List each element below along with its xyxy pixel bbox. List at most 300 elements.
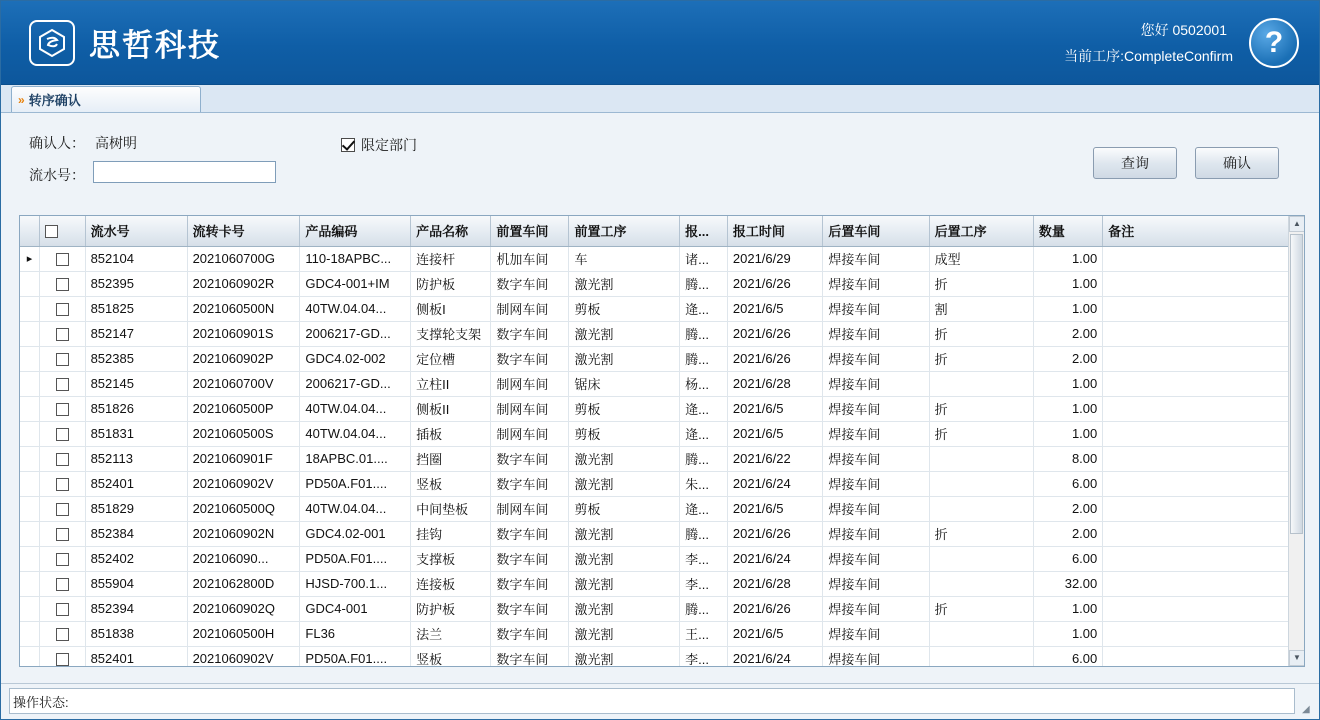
cell-reporter: 李... — [680, 646, 728, 667]
cell-product-name: 连接板 — [411, 571, 491, 596]
cell-remark — [1103, 521, 1290, 546]
cell-pre-workshop: 数字车间 — [491, 571, 569, 596]
cell-pre-workshop: 机加车间 — [491, 246, 569, 271]
status-label: 操作状态: — [13, 695, 69, 710]
row-indicator — [20, 446, 40, 471]
cell-report-time: 2021/6/22 — [727, 446, 822, 471]
cell-remark — [1103, 621, 1290, 646]
cell-product-code: 110-18APBC... — [300, 246, 411, 271]
header-post-workshop[interactable]: 后置车间 — [823, 216, 929, 246]
tab-label: 转序确认 — [28, 93, 81, 108]
cell-pre-process: 激光割 — [569, 646, 680, 667]
cell-serial: 852145 — [85, 371, 187, 396]
cell-pre-workshop: 数字车间 — [491, 546, 569, 571]
cell-post-workshop: 焊接车间 — [823, 496, 929, 521]
cell-post-workshop: 焊接车间 — [823, 421, 929, 446]
table-row[interactable] — [20, 296, 1290, 321]
cell-product-code: GDC4.02-001 — [300, 521, 411, 546]
cell-serial: 851838 — [85, 621, 187, 646]
row-checkbox-icon[interactable] — [56, 653, 69, 666]
row-select-cell[interactable] — [40, 321, 86, 346]
cell-serial: 852394 — [85, 596, 187, 621]
row-indicator: ▸ — [20, 246, 40, 271]
cell-report-time: 2021/6/29 — [727, 246, 822, 271]
table-row[interactable] — [20, 596, 1290, 621]
row-select-cell[interactable] — [40, 496, 86, 521]
cell-product-name: 立柱II — [411, 371, 491, 396]
cell-report-time: 2021/6/26 — [727, 321, 822, 346]
cell-pre-process: 锯床 — [569, 371, 680, 396]
cell-post-process: 折 — [929, 521, 1033, 546]
cell-product-code: 40TW.04.04... — [300, 296, 411, 321]
cell-remark — [1103, 571, 1290, 596]
cell-report-time: 2021/6/5 — [727, 396, 822, 421]
cell-serial: 852401 — [85, 471, 187, 496]
cell-reporter: 朱... — [680, 471, 728, 496]
cell-post-process: 折 — [929, 596, 1033, 621]
row-checkbox-icon[interactable] — [56, 278, 69, 291]
cell-flowcard: 2021060902R — [187, 271, 300, 296]
cell-post-process — [929, 471, 1033, 496]
cell-flowcard: 2021060902V — [187, 471, 300, 496]
limit-department-label: 限定部门 — [361, 137, 417, 153]
cell-serial: 851831 — [85, 421, 187, 446]
cell-post-workshop: 焊接车间 — [823, 346, 929, 371]
cell-quantity: 2.00 — [1033, 346, 1102, 371]
cell-flowcard: 2021060500S — [187, 421, 300, 446]
cell-product-name: 防护板 — [411, 596, 491, 621]
scroll-down-icon[interactable]: ▼ — [1289, 650, 1305, 666]
cell-post-workshop: 焊接车间 — [823, 446, 929, 471]
row-indicator — [20, 321, 40, 346]
row-indicator — [20, 396, 40, 421]
cell-product-name: 连接杆 — [411, 246, 491, 271]
cell-pre-process: 剪板 — [569, 396, 680, 421]
cell-reporter: 杨... — [680, 371, 728, 396]
cell-quantity: 1.00 — [1033, 596, 1102, 621]
cell-product-code: GDC4-001+IM — [300, 271, 411, 296]
row-indicator — [20, 371, 40, 396]
cell-quantity: 6.00 — [1033, 546, 1102, 571]
cell-pre-workshop: 制网车间 — [491, 396, 569, 421]
checkbox-box-icon — [341, 138, 355, 152]
limit-department-checkbox[interactable] — [341, 135, 417, 155]
status-bar — [1, 683, 1319, 719]
header-product-code[interactable]: 产品编码 — [300, 216, 411, 246]
cell-quantity: 1.00 — [1033, 621, 1102, 646]
data-grid-table — [20, 216, 1290, 667]
cell-pre-workshop: 制网车间 — [491, 496, 569, 521]
cell-quantity: 1.00 — [1033, 396, 1102, 421]
cell-pre-process: 激光割 — [569, 321, 680, 346]
row-select-cell[interactable] — [40, 596, 86, 621]
header-remark[interactable]: 备注 — [1103, 216, 1290, 246]
row-indicator — [20, 571, 40, 596]
cell-report-time: 2021/6/26 — [727, 521, 822, 546]
header-indicator — [20, 216, 40, 246]
cell-report-time: 2021/6/28 — [727, 571, 822, 596]
row-select-cell[interactable] — [40, 346, 86, 371]
row-checkbox-icon[interactable] — [56, 553, 69, 566]
cell-quantity: 6.00 — [1033, 646, 1102, 667]
row-indicator — [20, 421, 40, 446]
cell-remark — [1103, 296, 1290, 321]
row-indicator — [20, 471, 40, 496]
cell-post-workshop: 焊接车间 — [823, 271, 929, 296]
cell-report-time: 2021/6/24 — [727, 471, 822, 496]
row-checkbox-icon[interactable] — [56, 603, 69, 616]
cell-flowcard: 2021060902V — [187, 646, 300, 667]
cell-product-name: 法兰 — [411, 621, 491, 646]
user-info — [1064, 17, 1233, 69]
cell-pre-process: 激光割 — [569, 596, 680, 621]
row-select-cell[interactable] — [40, 296, 86, 321]
cell-pre-workshop: 制网车间 — [491, 421, 569, 446]
cell-flowcard: 2021060500Q — [187, 496, 300, 521]
table-header-row — [20, 216, 1290, 246]
header-post-process[interactable]: 后置工序 — [929, 216, 1033, 246]
tab-transfer-confirm[interactable] — [11, 86, 201, 112]
cell-pre-workshop: 数字车间 — [491, 621, 569, 646]
cell-product-code: 40TW.04.04... — [300, 396, 411, 421]
header-serial[interactable]: 流水号 — [85, 216, 187, 246]
cell-product-name: 插板 — [411, 421, 491, 446]
cell-reporter: 腾... — [680, 446, 728, 471]
cell-report-time: 2021/6/26 — [727, 346, 822, 371]
row-select-cell[interactable] — [40, 646, 86, 667]
cell-pre-workshop: 数字车间 — [491, 271, 569, 296]
cell-remark — [1103, 546, 1290, 571]
cell-product-code: PD50A.F01.... — [300, 471, 411, 496]
cell-serial: 852104 — [85, 246, 187, 271]
header-select-all[interactable] — [40, 216, 86, 246]
cell-post-process — [929, 496, 1033, 521]
cell-post-process — [929, 621, 1033, 646]
cell-product-name: 侧板II — [411, 396, 491, 421]
confirm-button[interactable]: 确认 — [1195, 147, 1279, 179]
cell-flowcard: 202106090... — [187, 546, 300, 571]
cell-reporter: 腾... — [680, 346, 728, 371]
cell-pre-workshop: 数字车间 — [491, 521, 569, 546]
header-report-time[interactable]: 报工时间 — [727, 216, 822, 246]
table-row[interactable] — [20, 621, 1290, 646]
cell-flowcard: 2021060500N — [187, 296, 300, 321]
cell-post-workshop: 焊接车间 — [823, 571, 929, 596]
cell-quantity: 2.00 — [1033, 496, 1102, 521]
cell-serial: 852401 — [85, 646, 187, 667]
cell-serial: 852147 — [85, 321, 187, 346]
cell-pre-workshop: 制网车间 — [491, 371, 569, 396]
table-row[interactable] — [20, 346, 1290, 371]
header-product-name[interactable]: 产品名称 — [411, 216, 491, 246]
cell-post-process — [929, 646, 1033, 667]
row-checkbox-icon[interactable] — [56, 428, 69, 441]
cell-reporter: 李... — [680, 571, 728, 596]
cell-product-code: HJSD-700.1... — [300, 571, 411, 596]
tab-bar — [1, 85, 1319, 113]
row-select-cell[interactable] — [40, 621, 86, 646]
cell-reporter: 腾... — [680, 271, 728, 296]
cell-reporter: 腾... — [680, 321, 728, 346]
row-checkbox-icon[interactable] — [56, 628, 69, 641]
cell-post-process — [929, 446, 1033, 471]
cell-quantity: 1.00 — [1033, 296, 1102, 321]
row-indicator — [20, 596, 40, 621]
cell-pre-process: 激光割 — [569, 446, 680, 471]
row-indicator — [20, 521, 40, 546]
cell-quantity: 1.00 — [1033, 271, 1102, 296]
cell-report-time: 2021/6/5 — [727, 621, 822, 646]
brand-name: 思哲科技 — [89, 28, 221, 63]
row-select-cell[interactable] — [40, 371, 86, 396]
cell-post-process: 折 — [929, 321, 1033, 346]
header-pre-workshop[interactable]: 前置车间 — [491, 216, 569, 246]
cell-post-workshop: 焊接车间 — [823, 646, 929, 667]
cell-flowcard: 2021060902Q — [187, 596, 300, 621]
cell-remark — [1103, 496, 1290, 521]
cell-product-name: 竖板 — [411, 471, 491, 496]
cell-remark — [1103, 471, 1290, 496]
row-indicator — [20, 546, 40, 571]
cell-report-time: 2021/6/5 — [727, 496, 822, 521]
cell-product-name: 侧板I — [411, 296, 491, 321]
query-button[interactable]: 查询 — [1093, 147, 1177, 179]
cell-serial: 851826 — [85, 396, 187, 421]
serial-input[interactable] — [93, 161, 276, 183]
scrollbar-thumb[interactable] — [1290, 234, 1303, 534]
row-checkbox-icon[interactable] — [56, 328, 69, 341]
table-row[interactable] — [20, 271, 1290, 296]
table-row[interactable] — [20, 446, 1290, 471]
cell-quantity: 6.00 — [1033, 471, 1102, 496]
cell-product-code: FL36 — [300, 621, 411, 646]
cell-post-workshop: 焊接车间 — [823, 521, 929, 546]
hexagon-logo-icon — [29, 20, 75, 66]
cell-post-workshop: 焊接车间 — [823, 296, 929, 321]
cell-report-time: 2021/6/24 — [727, 546, 822, 571]
cell-post-workshop: 焊接车间 — [823, 246, 929, 271]
cell-pre-workshop: 数字车间 — [491, 596, 569, 621]
cell-product-name: 支撑轮支架 — [411, 321, 491, 346]
row-select-cell[interactable] — [40, 471, 86, 496]
table-row[interactable] — [20, 646, 1290, 667]
cell-pre-process: 剪板 — [569, 421, 680, 446]
cell-post-workshop: 焊接车间 — [823, 471, 929, 496]
cell-pre-workshop: 数字车间 — [491, 471, 569, 496]
cell-report-time: 2021/6/24 — [727, 646, 822, 667]
row-checkbox-icon[interactable] — [56, 528, 69, 541]
table-row[interactable] — [20, 396, 1290, 421]
cell-flowcard: 2021060700G — [187, 246, 300, 271]
cell-quantity: 2.00 — [1033, 521, 1102, 546]
cell-post-process: 割 — [929, 296, 1033, 321]
cell-post-process: 折 — [929, 271, 1033, 296]
cell-serial: 855904 — [85, 571, 187, 596]
cell-reporter: 李... — [680, 546, 728, 571]
cell-pre-process: 车 — [569, 246, 680, 271]
row-indicator — [20, 296, 40, 321]
cell-pre-process: 激光割 — [569, 621, 680, 646]
cell-remark — [1103, 646, 1290, 667]
row-indicator — [20, 271, 40, 296]
cell-remark — [1103, 271, 1290, 296]
help-icon[interactable]: ? — [1249, 18, 1299, 68]
cell-remark — [1103, 246, 1290, 271]
status-text-box — [9, 688, 1295, 714]
cell-reporter: 逄... — [680, 421, 728, 446]
cell-serial: 852402 — [85, 546, 187, 571]
cell-flowcard: 2021060901S — [187, 321, 300, 346]
cell-pre-process: 激光割 — [569, 471, 680, 496]
cell-product-name: 挡圈 — [411, 446, 491, 471]
table-row[interactable] — [20, 471, 1290, 496]
cell-product-code: 2006217-GD... — [300, 321, 411, 346]
cell-serial: 852395 — [85, 271, 187, 296]
cell-pre-workshop: 数字车间 — [491, 346, 569, 371]
cell-remark — [1103, 371, 1290, 396]
cell-reporter: 逄... — [680, 396, 728, 421]
cell-reporter: 诸... — [680, 246, 728, 271]
cell-quantity: 1.00 — [1033, 246, 1102, 271]
cell-quantity: 8.00 — [1033, 446, 1102, 471]
brand-logo — [29, 20, 221, 66]
row-select-cell[interactable] — [40, 271, 86, 296]
cell-post-process: 折 — [929, 346, 1033, 371]
cell-quantity: 1.00 — [1033, 421, 1102, 446]
row-checkbox-icon[interactable] — [56, 303, 69, 316]
row-checkbox-icon[interactable] — [56, 503, 69, 516]
cell-pre-process: 激光割 — [569, 546, 680, 571]
table-row[interactable] — [20, 246, 1290, 271]
cell-pre-workshop: 数字车间 — [491, 646, 569, 667]
row-indicator — [20, 621, 40, 646]
serial-label: 流水号： — [29, 167, 85, 183]
confirmer-value: 高树明 — [95, 135, 137, 151]
cell-post-workshop: 焊接车间 — [823, 396, 929, 421]
cell-pre-process: 剪板 — [569, 296, 680, 321]
cell-serial: 852384 — [85, 521, 187, 546]
table-row[interactable] — [20, 496, 1290, 521]
cell-post-process — [929, 371, 1033, 396]
cell-report-time: 2021/6/26 — [727, 271, 822, 296]
cell-report-time: 2021/6/5 — [727, 421, 822, 446]
cell-flowcard: 2021060901F — [187, 446, 300, 471]
cell-flowcard: 2021060500P — [187, 396, 300, 421]
grid-vertical-scrollbar[interactable] — [1288, 216, 1304, 666]
row-checkbox-icon[interactable] — [56, 578, 69, 591]
table-row[interactable] — [20, 571, 1290, 596]
cell-flowcard: 2021060902P — [187, 346, 300, 371]
cell-pre-workshop: 数字车间 — [491, 321, 569, 346]
cell-remark — [1103, 421, 1290, 446]
cell-serial: 852385 — [85, 346, 187, 371]
table-row[interactable] — [20, 321, 1290, 346]
scroll-up-icon[interactable]: ▲ — [1289, 216, 1305, 232]
row-indicator — [20, 496, 40, 521]
row-checkbox-icon[interactable] — [56, 403, 69, 416]
cell-product-code: 18APBC.01.... — [300, 446, 411, 471]
cell-post-process — [929, 546, 1033, 571]
cell-pre-process: 激光割 — [569, 271, 680, 296]
row-checkbox-icon[interactable] — [56, 353, 69, 366]
header-right-group — [1064, 1, 1299, 85]
cell-remark — [1103, 346, 1290, 371]
row-select-cell[interactable] — [40, 546, 86, 571]
cell-post-workshop: 焊接车间 — [823, 596, 929, 621]
cell-product-code: PD50A.F01.... — [300, 546, 411, 571]
table-row[interactable] — [20, 521, 1290, 546]
cell-product-name: 中间垫板 — [411, 496, 491, 521]
cell-pre-process: 激光割 — [569, 571, 680, 596]
row-checkbox-icon[interactable] — [56, 453, 69, 466]
row-indicator — [20, 646, 40, 667]
cell-reporter: 王... — [680, 621, 728, 646]
row-select-cell[interactable] — [40, 396, 86, 421]
row-select-cell[interactable] — [40, 421, 86, 446]
cell-reporter: 腾... — [680, 596, 728, 621]
filter-form — [1, 113, 1319, 197]
cell-serial: 851825 — [85, 296, 187, 321]
row-select-cell[interactable] — [40, 571, 86, 596]
resize-grip-icon[interactable]: ◢ — [1302, 704, 1310, 715]
cell-quantity: 1.00 — [1033, 371, 1102, 396]
cell-flowcard: 2021060500H — [187, 621, 300, 646]
cell-product-name: 支撑板 — [411, 546, 491, 571]
row-checkbox-icon[interactable] — [56, 478, 69, 491]
cell-post-workshop: 焊接车间 — [823, 546, 929, 571]
confirmer-label: 确认人： — [29, 135, 85, 151]
row-select-cell[interactable] — [40, 246, 86, 271]
cell-report-time: 2021/6/5 — [727, 296, 822, 321]
cell-post-workshop: 焊接车间 — [823, 321, 929, 346]
data-grid[interactable] — [19, 215, 1305, 667]
row-select-cell[interactable] — [40, 521, 86, 546]
row-indicator — [20, 346, 40, 371]
app-header — [1, 1, 1319, 85]
cell-pre-workshop: 制网车间 — [491, 296, 569, 321]
cell-reporter: 逄... — [680, 496, 728, 521]
cell-product-code: GDC4-001 — [300, 596, 411, 621]
header-pre-process[interactable]: 前置工序 — [569, 216, 680, 246]
chevron-right-icon: » — [18, 92, 23, 107]
cell-pre-process: 剪板 — [569, 496, 680, 521]
cell-report-time: 2021/6/28 — [727, 371, 822, 396]
table-row[interactable] — [20, 546, 1290, 571]
cell-remark — [1103, 321, 1290, 346]
select-all-checkbox-icon[interactable] — [45, 225, 58, 238]
table-row[interactable] — [20, 371, 1290, 396]
row-select-cell[interactable] — [40, 446, 86, 471]
header-reporter[interactable]: 报... — [680, 216, 728, 246]
cell-post-process — [929, 571, 1033, 596]
cell-product-name: 定位槽 — [411, 346, 491, 371]
row-checkbox-icon[interactable] — [56, 378, 69, 391]
cell-remark — [1103, 446, 1290, 471]
row-checkbox-icon[interactable] — [56, 253, 69, 266]
header-quantity[interactable]: 数量 — [1033, 216, 1102, 246]
header-flowcard[interactable]: 流转卡号 — [187, 216, 300, 246]
greeting-text: 您好 0502001 — [1140, 22, 1227, 38]
cell-quantity: 32.00 — [1033, 571, 1102, 596]
table-row[interactable] — [20, 421, 1290, 446]
cell-reporter: 腾... — [680, 521, 728, 546]
cell-quantity: 2.00 — [1033, 321, 1102, 346]
cell-post-process: 成型 — [929, 246, 1033, 271]
cell-post-workshop: 焊接车间 — [823, 621, 929, 646]
cell-remark — [1103, 396, 1290, 421]
cell-flowcard: 2021060700V — [187, 371, 300, 396]
cell-flowcard: 2021062800D — [187, 571, 300, 596]
